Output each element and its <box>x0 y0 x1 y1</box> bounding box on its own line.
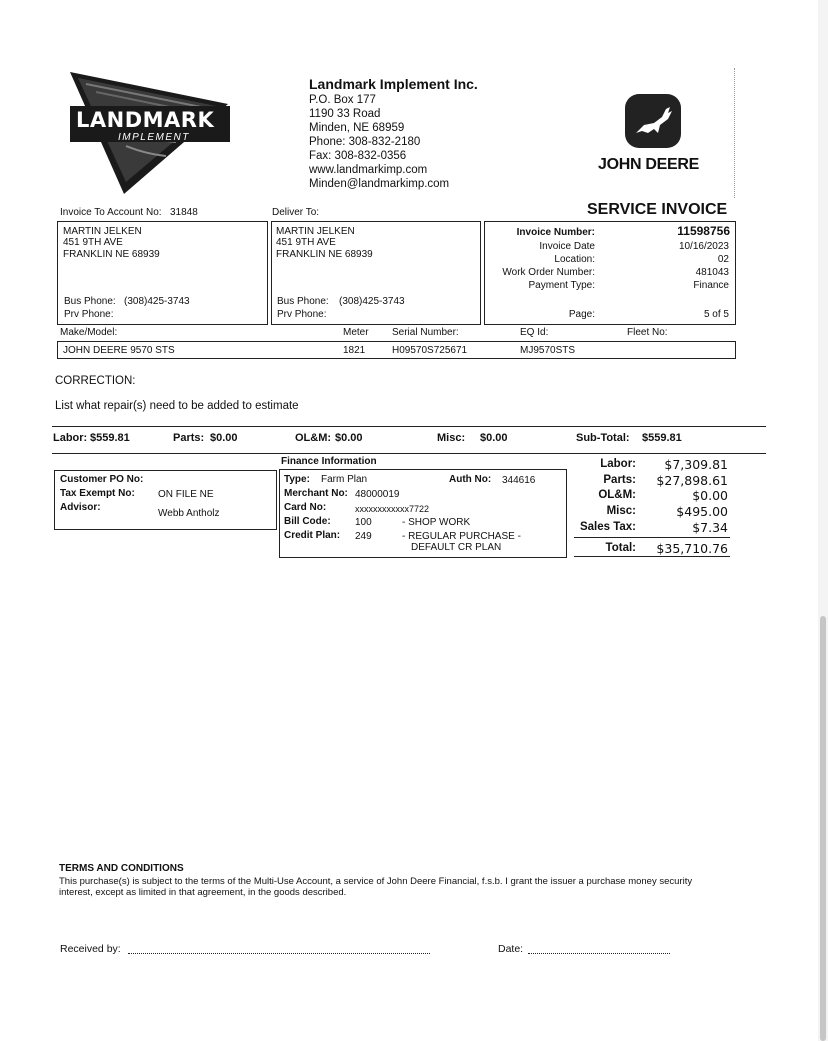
advisor-name: Webb Antholz <box>158 508 220 519</box>
segment-parts: $0.00 <box>210 432 238 444</box>
credit-plan-desc-1: - REGULAR PURCHASE - <box>402 531 521 542</box>
invoice-date: 10/16/2023 <box>678 241 729 252</box>
terms-heading: TERMS AND CONDITIONS <box>59 863 184 874</box>
advisor-label: Advisor: <box>60 502 101 513</box>
logo-subtext: IMPLEMENT <box>118 132 190 143</box>
invoice-number: 11598756 <box>677 224 730 238</box>
location-value: 02 <box>717 254 729 265</box>
meter-value: 1821 <box>343 345 366 356</box>
invoice-date-label: Invoice Date <box>539 241 595 252</box>
deliver-to-bus-phone-label: Bus Phone: <box>277 296 329 307</box>
total-bottom-rule <box>574 556 730 557</box>
fleet-label: Fleet No: <box>627 327 668 338</box>
company-road: 1190 33 Road <box>309 108 381 120</box>
invoice-number-label: Invoice Number: <box>516 227 595 238</box>
eq-id: MJ9570STS <box>520 345 576 356</box>
sales-tax: $7.34 <box>692 520 728 535</box>
invoice-to-city: FRANKLIN NE 68939 <box>63 249 160 260</box>
segment-subtotal-label: Sub-Total: <box>576 432 630 444</box>
merchant-no-label: Merchant No: <box>284 488 348 499</box>
location-label: Location: <box>554 254 595 265</box>
deliver-to-street: 451 9TH AVE <box>276 237 336 248</box>
invoice-to-bus-phone-label: Bus Phone: <box>64 296 116 307</box>
document-title: SERVICE INVOICE <box>587 201 728 218</box>
page-label: Page: <box>568 309 595 320</box>
company-phone: Phone: 308-832-2180 <box>309 136 421 148</box>
finance-heading: Finance Information <box>281 456 377 467</box>
total-olm-label: OL&M: <box>598 489 636 501</box>
bill-code: 100 <box>355 517 372 528</box>
finance-type: Farm Plan <box>321 474 368 485</box>
company-email: Minden@landmarkimp.com <box>309 178 450 190</box>
brand-name: JOHN DEERE <box>598 156 700 173</box>
segment-olm-label: OL&M: <box>295 432 332 444</box>
payment-type: Finance <box>693 280 729 291</box>
page-number: 5 of 5 <box>703 309 729 320</box>
serial-label: Serial Number: <box>392 327 459 338</box>
total-parts: $27,898.61 <box>656 473 728 488</box>
segment-misc-label: Misc: <box>437 432 466 444</box>
merchant-no: 48000019 <box>355 489 400 500</box>
card-no: xxxxxxxxxxxx7722 <box>355 504 430 514</box>
credit-plan-desc-2: DEFAULT CR PLAN <box>411 542 502 553</box>
credit-plan-label: Credit Plan: <box>284 530 341 541</box>
total-parts-label: Parts: <box>603 474 636 486</box>
segment-parts-label: Parts: <box>173 432 205 444</box>
total-misc-label: Misc: <box>606 505 636 517</box>
segment-misc: $0.00 <box>480 432 508 444</box>
invoice-to-prv-phone-label: Prv Phone: <box>64 309 114 320</box>
deliver-to-name: MARTIN JELKEN <box>276 226 355 237</box>
received-by-label: Received by: <box>60 943 121 955</box>
work-order-label: Work Order Number: <box>502 267 595 278</box>
segment-olm: $0.00 <box>335 432 363 444</box>
eq-id-label: EQ Id: <box>520 327 549 338</box>
invoice-to-name: MARTIN JELKEN <box>63 226 142 237</box>
segment-top-rule <box>52 426 766 427</box>
deer-icon <box>624 93 682 149</box>
deliver-to-bus-phone: (308)425-3743 <box>339 296 405 307</box>
page-edge-line <box>734 68 735 198</box>
date-line <box>528 953 670 954</box>
bill-code-label: Bill Code: <box>284 516 331 527</box>
company-website: www.landmarkimp.com <box>309 164 428 176</box>
card-no-label: Card No: <box>284 502 327 513</box>
auth-no: 344616 <box>502 475 536 486</box>
company-city: Minden, NE 68959 <box>309 122 405 134</box>
work-order-number: 481043 <box>695 267 729 278</box>
make-model-label: Make/Model: <box>60 327 118 338</box>
meter-label: Meter <box>343 327 369 338</box>
received-by-line <box>128 953 430 954</box>
total-top-rule <box>574 537 730 538</box>
scrollbar-thumb[interactable] <box>820 616 826 1041</box>
bill-code-desc: - SHOP WORK <box>402 517 471 528</box>
total-labor: $7,309.81 <box>664 457 728 472</box>
correction-heading: CORRECTION: <box>55 375 136 387</box>
segment-subtotal: $559.81 <box>642 432 682 444</box>
deliver-to-prv-phone-label: Prv Phone: <box>277 309 327 320</box>
company-name: Landmark Implement Inc. <box>309 76 478 92</box>
tax-exempt-value: ON FILE NE <box>158 489 214 500</box>
total-labor-label: Labor: <box>600 458 636 470</box>
terms-line-2: interest, except as limited in that agreement, in the goods described. <box>59 887 347 898</box>
terms-line-1: This purchase(s) is subject to the terms of the Multi-Use Account, a service of John Deere Financial, f.s.b. I grant the issuer a purchase money security <box>59 876 693 887</box>
credit-plan-code: 249 <box>355 531 372 542</box>
deliver-to-label: Deliver To: <box>272 207 320 218</box>
auth-no-label: Auth No: <box>449 474 492 485</box>
deliver-to-city: FRANKLIN NE 68939 <box>276 249 373 260</box>
invoice-to-label: Invoice To Account No: <box>60 207 162 218</box>
tax-exempt-label: Tax Exempt No: <box>60 488 135 499</box>
grand-total-label: Total: <box>605 542 636 554</box>
company-po-box: P.O. Box 177 <box>309 94 376 106</box>
invoice-to-bus-phone: (308)425-3743 <box>124 296 190 307</box>
segment-labor-label: Labor: <box>53 432 88 444</box>
finance-type-label: Type: <box>284 474 310 485</box>
correction-note: List what repair(s) need to be added to estimate <box>55 400 299 412</box>
logo-text: LANDMARK <box>76 108 215 132</box>
segment-labor: $559.81 <box>90 432 130 444</box>
total-olm: $0.00 <box>692 488 728 503</box>
segment-bottom-rule <box>52 453 766 454</box>
date-label: Date: <box>498 943 524 955</box>
grand-total: $35,710.76 <box>656 541 728 556</box>
company-fax: Fax: 308-832-0356 <box>309 150 407 162</box>
serial-number: H09570S725671 <box>392 345 468 356</box>
sales-tax-label: Sales Tax: <box>579 521 636 533</box>
payment-type-label: Payment Type: <box>528 280 595 291</box>
invoice-to-street: 451 9TH AVE <box>63 237 123 248</box>
make-model: JOHN DEERE 9570 STS <box>63 345 175 356</box>
total-misc: $495.00 <box>676 504 728 519</box>
invoice-to-account: 31848 <box>170 207 198 218</box>
customer-po-label: Customer PO No: <box>60 474 144 485</box>
